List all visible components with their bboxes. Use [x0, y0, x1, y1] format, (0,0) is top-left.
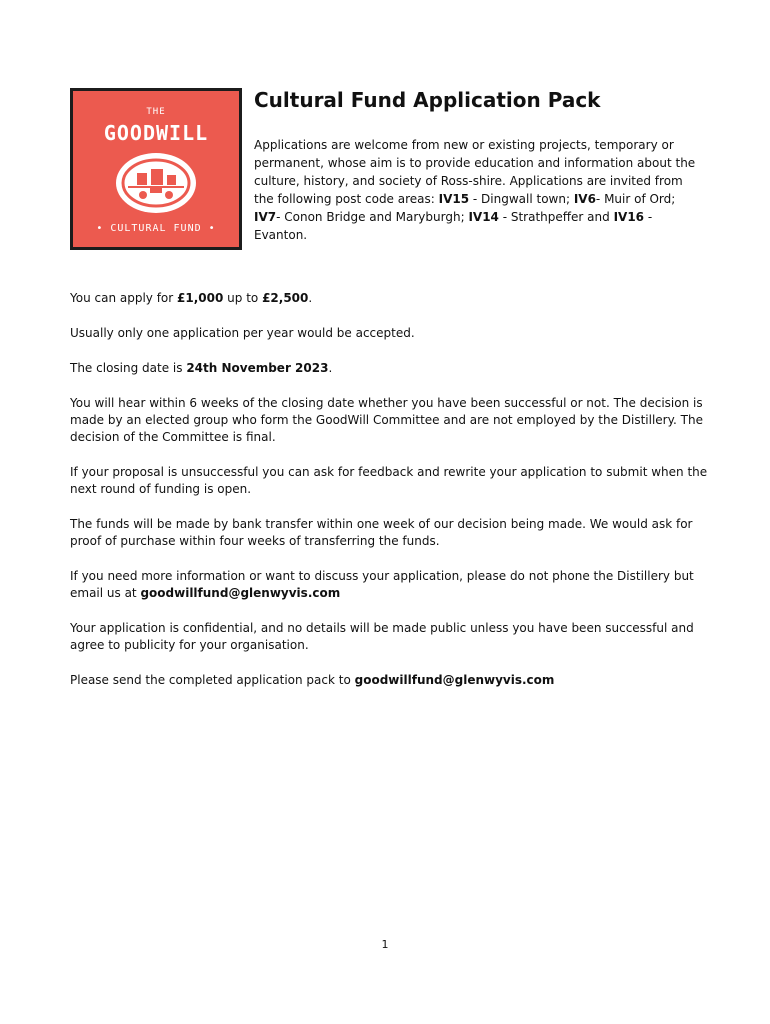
text: Please send the completed application pack to [70, 673, 355, 687]
decision-paragraph: You will hear within 6 weeks of the closing date whether you have been successful or not. The decision is made by an elected group who form the GoodWill Committee and are not employed by the Distillery. The decision of the Committee is final. [70, 396, 703, 444]
intro-text: - Muir of Ord; [595, 192, 676, 206]
more-info-paragraph [70, 568, 710, 602]
funds-paragraph: The funds will be made by bank transfer within one week of our decision being made. We would ask for proof of purchase within four weeks of transferring the funds. [70, 517, 693, 548]
logo-the-text: THE [146, 107, 166, 117]
text: . [328, 361, 333, 375]
one-per-year-paragraph: Usually only one application per year would be accepted. [70, 326, 415, 340]
page-number: 1 [381, 938, 389, 951]
text: . [308, 291, 313, 305]
unsuccessful-paragraph: If your proposal is unsuccessful you can ask for feedback and rewrite your application to submit when the next round of funding is open. [70, 465, 708, 496]
intro-text: - Conon Bridge and Maryburgh; [276, 210, 469, 224]
confidential-paragraph: Your application is confidential, and no details will be made public unless you have been successful and agree to publicity for your organisation. [70, 621, 694, 652]
page-title: Cultural Fund Application Pack [254, 88, 601, 112]
max-amount: £2,500 [262, 291, 309, 305]
intro-text: Applications are welcome from new or existing projects, temporary or permanent, whose aim is to provide education and information about the culture, history, and society of Ross-shire. Applications are invited from the following post code areas: [254, 138, 696, 206]
logo-cultural-fund-text: • CULTURAL FUND • [96, 223, 216, 234]
closing-date-paragraph [70, 360, 710, 377]
logo-goodwill-text: GOODWILL [103, 121, 209, 145]
postcode-iv6: IV6 [573, 192, 596, 206]
intro-text: - Dingwall town; [469, 192, 574, 206]
logo-panel [73, 91, 239, 247]
postcode-iv15: IV15 [438, 192, 470, 206]
postcode-iv7: IV7 [254, 210, 277, 224]
goodwill-logo [70, 88, 242, 250]
postcode-iv14: IV14 [468, 210, 499, 224]
intro-text: - Evanton. [254, 210, 653, 242]
text: If you need more information or want to discuss your application, please do not phone the Distillery but email us at [70, 569, 694, 600]
apply-amount-paragraph [70, 290, 710, 307]
send-email: goodwillfund@glenwyvis.com [354, 673, 555, 687]
min-amount: £1,000 [177, 291, 224, 305]
send-paragraph [70, 672, 710, 689]
text: The closing date is [70, 361, 187, 375]
intro-text: - Strathpeffer and [498, 210, 614, 224]
text: up to [223, 291, 263, 305]
text: You can apply for [70, 291, 178, 305]
postcode-iv16: IV16 [613, 210, 645, 224]
body-content [70, 290, 710, 707]
contact-email: goodwillfund@glenwyvis.com [140, 586, 341, 600]
closing-date: 24th November 2023 [186, 361, 329, 375]
intro-paragraph [254, 136, 704, 244]
